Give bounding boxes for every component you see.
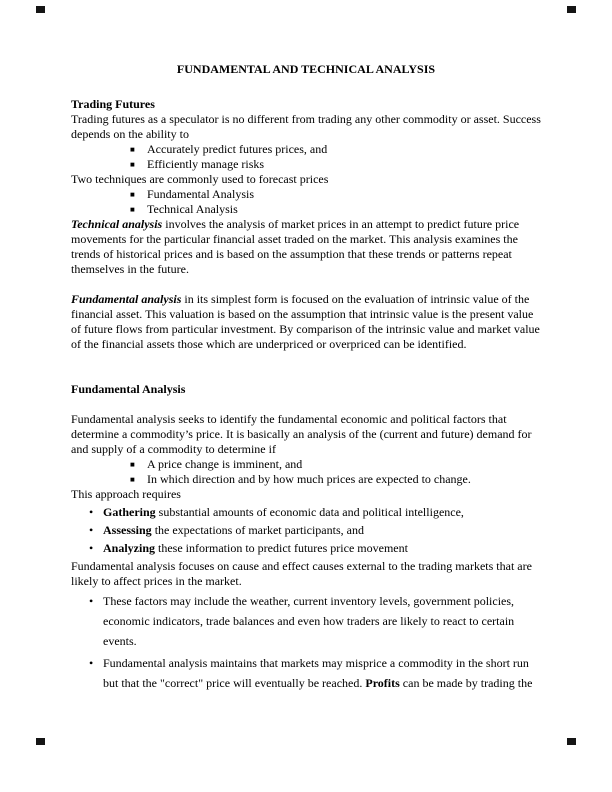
approach-item-body: these information to predict futures price movement bbox=[155, 541, 408, 555]
list-item bbox=[130, 142, 541, 157]
approach-item-lead: Assessing bbox=[103, 523, 152, 537]
determine-list bbox=[130, 457, 541, 487]
list-item-text: These factors may include the weather, current inventory levels, government policies, economic indicators, trade balances and even how traders are likely to react to certain events. bbox=[103, 594, 515, 648]
technical-analysis-lead: Technical analysis bbox=[71, 217, 163, 231]
list-item bbox=[89, 653, 541, 693]
list-item-text: Accurately predict futures prices, and bbox=[147, 142, 328, 156]
round-bullet-icon: • bbox=[89, 523, 94, 537]
list-item-text: Efficiently manage risks bbox=[147, 157, 265, 171]
list-item bbox=[130, 457, 541, 472]
list-item bbox=[130, 202, 541, 217]
paragraph-techniques-intro: Two techniques are commonly used to forecast prices bbox=[71, 172, 329, 186]
square-bullet-icon: ■ bbox=[130, 145, 135, 154]
scan-mark-bottom-left bbox=[36, 738, 45, 745]
round-bullet-icon: • bbox=[89, 541, 94, 555]
square-bullet-icon: ■ bbox=[130, 460, 135, 469]
approach-item-body: the expectations of market participants, and bbox=[151, 523, 364, 537]
list-item bbox=[89, 523, 541, 538]
technical-analysis-body: involves the analysis of market prices in an attempt to predict future price movements for the particular financial asset traded on the market. This analysis examines the trends of historical prices and is based on the assumption that these trends or patterns repeat themselves in the future. bbox=[71, 217, 520, 276]
list-item-text: Technical Analysis bbox=[147, 202, 238, 216]
paragraph-technical-analysis bbox=[71, 217, 541, 277]
list-item bbox=[89, 591, 541, 651]
scan-mark-top-right bbox=[567, 6, 576, 13]
fundamental-definition-body: in its simplest form is focused on the evaluation of intrinsic value of the financial asset. This valuation is based on the assumption that intrinsic value is the present value of future flows from particular investment. By comparison of the intrinsic value and market value of the financial assets those which are underpriced or overpriced can be identified. bbox=[71, 292, 540, 351]
square-bullet-icon: ■ bbox=[130, 190, 135, 199]
heading-trading-futures: Trading Futures bbox=[71, 97, 155, 111]
scan-mark-bottom-right bbox=[567, 738, 576, 745]
square-bullet-icon: ■ bbox=[130, 205, 135, 214]
paragraph-focus: Fundamental analysis focuses on cause and effect causes external to the trading markets that are likely to affect prices in the market. bbox=[71, 559, 532, 588]
factor-item-post: can be made by trading the bbox=[399, 676, 533, 690]
list-item bbox=[130, 157, 541, 172]
approach-list bbox=[89, 505, 541, 556]
approach-item-lead: Analyzing bbox=[103, 541, 156, 555]
document-content bbox=[71, 62, 541, 695]
heading-fundamental-analysis: Fundamental Analysis bbox=[71, 382, 186, 396]
approach-item-lead: Gathering bbox=[103, 505, 156, 519]
techniques-list bbox=[130, 187, 541, 217]
square-bullet-icon: ■ bbox=[130, 475, 135, 484]
list-item bbox=[130, 187, 541, 202]
round-bullet-icon: • bbox=[89, 594, 94, 608]
paragraph-approach-intro: This approach requires bbox=[71, 487, 181, 501]
list-item-text: A price change is imminent, and bbox=[147, 457, 303, 471]
round-bullet-icon: • bbox=[89, 656, 94, 670]
list-item bbox=[89, 505, 541, 520]
factor-item-pre: Fundamental analysis maintains that markets may misprice a commodity in the short run but that the "correct" price will eventually be reached. bbox=[103, 656, 529, 690]
list-item-text bbox=[103, 505, 541, 520]
factors-list bbox=[89, 591, 541, 693]
scan-mark-top-left bbox=[36, 6, 45, 13]
list-item-text bbox=[103, 653, 541, 693]
list-item bbox=[89, 541, 541, 556]
fundamental-definition-lead: Fundamental analysis bbox=[71, 292, 182, 306]
ability-list bbox=[130, 142, 541, 172]
paragraph-fundamental-definition bbox=[71, 292, 541, 352]
list-item-text: In which direction and by how much prices are expected to change. bbox=[147, 472, 471, 486]
square-bullet-icon: ■ bbox=[130, 160, 135, 169]
document-title: FUNDAMENTAL AND TECHNICAL ANALYSIS bbox=[176, 62, 436, 76]
list-item-text: Fundamental Analysis bbox=[147, 187, 254, 201]
paragraph-trading-intro: Trading futures as a speculator is no different from trading any other commodity or asset. Success depends on the ability to bbox=[71, 112, 541, 141]
list-item-text bbox=[103, 541, 541, 556]
list-item bbox=[130, 472, 541, 487]
approach-item-body: substantial amounts of economic data and political intelligence, bbox=[155, 505, 464, 519]
paragraph-fundamental-intro: Fundamental analysis seeks to identify the fundamental economic and political factors that determine a commodity’s price. It is basically an analysis of the (current and future) demand for and supply of a commodity to determine if bbox=[71, 412, 532, 456]
round-bullet-icon: • bbox=[89, 505, 94, 519]
list-item-text bbox=[103, 523, 541, 538]
factor-item-bold: Profits bbox=[365, 676, 400, 690]
